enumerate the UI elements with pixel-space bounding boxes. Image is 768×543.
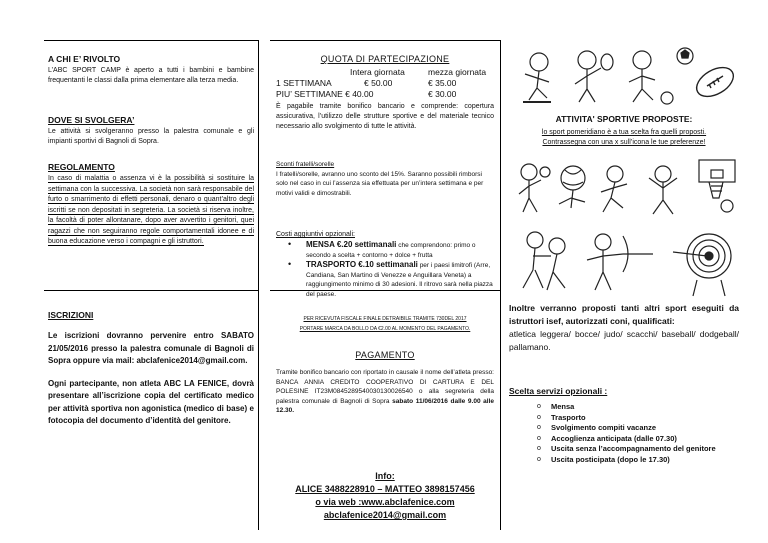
servizio-mensa[interactable]: o Mensa: [537, 402, 739, 413]
costi-title: Costi aggiuntivi opzionali:: [276, 231, 355, 238]
tennis-player-icon: [575, 51, 613, 102]
fratelli-text: I fratelli/sorelle, avranno uno sconto del 15%. Saranno possibili rimborsi solo nel caso in cui l’assenza sia effettuata per un’intera settimana e per motivi validi e dimostrabili.: [276, 170, 484, 197]
regolamento-title: REGOLAMENTO: [48, 162, 115, 172]
altri-list: atletica leggera/ bocce/ judo/ scacchi/ baseball/ dodgeball/ pallamano.: [509, 329, 739, 352]
soccer-ball-icon: [677, 48, 693, 64]
left-column: [44, 40, 260, 530]
servizio-compiti[interactable]: o Svolgimento compiti vacanze: [537, 423, 739, 434]
costi-list: [288, 240, 494, 299]
fratelli-title: Sconti fratelli/sorelle: [276, 161, 335, 168]
costi-mensa: [288, 240, 494, 260]
gymnast-icon[interactable]: [649, 166, 677, 214]
skater-icon: [523, 53, 551, 102]
row1-mezza: € 35.00: [428, 78, 457, 88]
basketball-player-icon[interactable]: [519, 164, 550, 212]
mensa-text: che comprendono: primo o secondo a scelta + contorno + dolce + frutta: [306, 242, 476, 259]
trasporto-bold: TRASPORTO €.10 settimanali: [306, 260, 418, 269]
col-intera: Intera giornata: [350, 67, 405, 77]
sports-illustration-top: [517, 44, 737, 110]
row2-label: PIU’ SETTIMANE € 40.00: [276, 89, 374, 99]
servizio-uscita-posticipata[interactable]: o Uscita posticipata (dopo le 17.30): [537, 455, 739, 466]
quota-header-row: [276, 67, 494, 78]
regolamento-text: [48, 174, 254, 248]
pagamento-bold: sabato 11/06/2016 dalle 9.00 alle 12.30.: [276, 397, 495, 414]
middle-column: [272, 40, 498, 530]
servizi-title: Scelta servizi opzionali :: [509, 386, 608, 396]
volleyball-player-icon[interactable]: [559, 166, 585, 208]
pagamento-text: [276, 368, 494, 416]
row2-mezza: € 30.00: [428, 89, 457, 99]
archer-icon[interactable]: [587, 234, 653, 290]
row1-label: 1 SETTIMANA: [276, 78, 332, 88]
info-web[interactable]: o via web :www.abclafenice.com: [315, 497, 455, 507]
attivita-sub-1: lo sport pomeridiano è a tua scelta fra quelli proposti.: [541, 129, 707, 136]
row1-intera: € 50.00: [364, 78, 393, 88]
attivita-sub-2: Contrassegna con una x sull’icona le tue preferenze!: [542, 139, 706, 146]
servizi-list: [537, 402, 739, 465]
servizio-trasporto[interactable]: o Trasporto: [537, 413, 739, 424]
judo-icon[interactable]: [523, 232, 565, 290]
altri-text: Inoltre verranno proposti tanti altri sport eseguiti da istruttori isef, autorizzati coni, qualificati:: [509, 303, 739, 326]
quota-row-1: [276, 78, 494, 89]
iscrizioni-title: ISCRIZIONI: [48, 310, 94, 320]
target-icon[interactable]: [673, 234, 731, 296]
info-mail[interactable]: abclafenice2014@gmail.com: [323, 510, 447, 520]
servizio-accoglienza[interactable]: o Accoglienza anticipata (dalle 07.30): [537, 434, 739, 445]
right-column: [509, 40, 739, 530]
rugby-ball-icon: [692, 62, 737, 103]
attivita-title: ATTIVITA' SPORTIVE PROPOSTE:: [555, 114, 693, 124]
pagamento-text-content: Tramite bonifico bancario con riportato in causale il nome dell’atleta presso: BANCA ANNIA CREDITO COOPERATIVO DI CARTURA E DEL POLESINE IT23M0845289540030130026540 o alla segreteria della palestra comunale di Bagnoli di Sopra: [276, 369, 494, 405]
football-player-icon: [629, 51, 673, 104]
ricevuta-line-1: PER RICEVUTA FISCALE FINALE DETRAIBILE TRAMITE 730DEL 2017: [303, 316, 467, 322]
right-divider: [500, 40, 501, 530]
iscrizioni-text: Le iscrizioni dovranno pervenire entro SABATO 21/05/2016 presso la palestra comunale di Bagnoli di Sopra oppure via mail: abclafenice2014@gmail.com.: [48, 331, 254, 365]
sports-illustration-bottom: [513, 226, 739, 300]
certificato-text: Ogni partecipante, non atleta ABC LA FENICE, dovrà presentare all’iscrizione copia del certificato medico per attività sportiva non agonistica (medico di base) e fotocopia del documento d’identità del genitore.: [48, 378, 254, 425]
dove-text: Le attività si svolgeranno presso la palestra comunale e gli impianti sportivi di Bagnoli di Sopra.: [48, 128, 254, 145]
mensa-bold: MENSA €.20 settimanali: [306, 240, 397, 249]
ricevuta-line-2: PORTARE MARCA DA BOLLO DA €2.00 AL MOMENTO DEL PAGAMENTO.: [299, 326, 471, 332]
quota-title: QUOTA DI PARTECIPAZIONE: [320, 54, 450, 64]
dove-title: DOVE SI SVOLGERA’: [48, 115, 135, 125]
runner-icon[interactable]: [601, 166, 627, 212]
basketball-hoop-icon[interactable]: [699, 160, 735, 212]
trasporto-text: per i paesi limitrofi (Arre, Candiana, San Martino di Venezze e Anguillara Veneta) a raggiungimento minimo di 30 adesioni. Il ritrovo sarà nella piazza del paese.: [306, 262, 493, 298]
chi-text: L’ABC SPORT CAMP è aperto a tutti i bambini e bambine frequentanti le classi dalla prima elementare alla terza media.: [48, 67, 254, 84]
pagamento-title: PAGAMENTO: [355, 350, 415, 360]
chi-title: A CHI E’ RIVOLTO: [48, 54, 121, 64]
quota-row-2: [276, 89, 494, 100]
servizio-uscita-senza[interactable]: o Uscita senza l’accompagnamento del genitore: [537, 444, 739, 455]
info-title: Info:: [375, 471, 395, 481]
costi-trasporto: [288, 260, 494, 299]
sports-illustration-mid: [513, 158, 739, 218]
quota-text: È pagabile tramite bonifico bancario e comprende: copertura assicurativa, l’utilizzo delle strutture sportive e del materiale tecnico necessario allo svolgimento di tutte le attività.: [276, 103, 494, 130]
regolamento-text-content: In caso di malattia o assenza vi è la possibilità si sostituire la settimana con la successiva. La società non sarà responsabile del furto o smarrimento di effetti personali, denaro o quant’altro degli iscritti se non depositati in segreteria. La società si riserva inoltre, la facoltà di poter allontanare, dopo aver avvertito i genitori, quei ragazzi che non seguiranno regole comportamentali idonee e di buona educazione verso i compagni e gli istruttori.: [48, 175, 254, 245]
col-mezza: mezza giornata: [428, 67, 487, 77]
info-phones: ALICE 3488228910 – MATTEO 3898157456: [295, 484, 475, 494]
